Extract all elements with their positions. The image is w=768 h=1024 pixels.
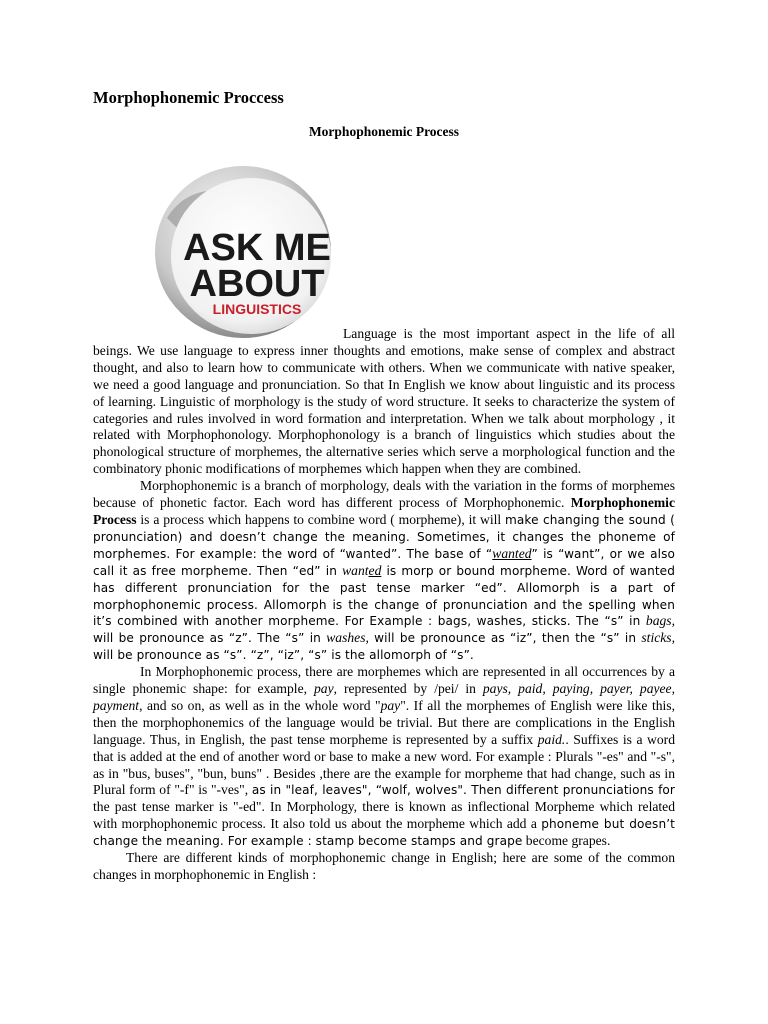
p2-italic-underline-2: ed xyxy=(368,562,382,578)
ask-me-about-linguistics-button-image xyxy=(145,160,335,340)
p3-italic-4: paid. xyxy=(537,731,566,747)
image-wrap-spacer xyxy=(93,326,343,342)
p3-text-4: ". If all the morphemes of English were like this, then the morphophonemics of the language would be trivial. But there are complications in the English language. Thus, in English, the past tense morpheme is represented by a suffix xyxy=(93,697,675,747)
p3-text-2: , represented by /pei/ in xyxy=(333,681,483,697)
p2-mono-2: ” is “want”, or we also call it as free morpheme. Then “ed” in xyxy=(93,546,675,578)
p2-mono-3: is morp or bound morpheme. Word of wanted has different pronunciation for the past tense marker “ed”. Allomorph is a part of morphophonemic process. Allomorph is the change of pronunciation and the spelling when it’s combined with another morpheme. For Example : bags, washes, sticks. The “s” in xyxy=(93,563,675,629)
p3-italic-2: pays, paid, paying, payer, payee, payment xyxy=(93,681,675,713)
p2-italic-3: bags, xyxy=(645,613,675,629)
p3-text-6: the past tense marker is "-ed". In Morphology, there is known as inflectional Morpheme which related with morphophonemic process. It also told us about the morpheme which add a xyxy=(93,799,675,832)
p2-italic-underline-1: wanted xyxy=(492,545,532,561)
p2-italic-5: sticks, xyxy=(641,630,675,646)
p3-text-1: In Morphophonemic process, there are morphemes which are represented in all occurrences by a single phonemic shape: for example, xyxy=(93,664,675,697)
p2-italic-4: washes, xyxy=(326,630,369,646)
p2-text-1: Morphophonemic is a branch of morphology, deals with the variation in the forms of morphemes because of phonetic factor. Each word has different process of Morphophonemic. xyxy=(93,478,675,511)
p1-text: Language is the most important aspect in the life of all beings. We use language to express inner thoughts and emotions, make sense of complex and abstract thought, and also to learn how to communicate with others. When we communicate with native speaker, we need a good language and pronunciation. So that In English we know about linguistic and its process of learning. Linguistic of morphology is the study of word structure. It seeks to characterize the system of categories and rules involved in word formation and interpretation. When we talk about morphology , it related with Morphophonology. Morphophonology is a branch of linguistics which studies about the phonological structure of morphemes, the alternative series which serve a morphological function and the combinatory phonic modifications of morphemes which happen when they are combined. xyxy=(93,326,675,477)
p3-text-3: , and so on, as well as in the whole word " xyxy=(139,697,381,713)
p2-mono-4: will be pronounce as “z”. The “s” in xyxy=(93,631,327,646)
button-text-line1: ASK ME xyxy=(183,227,331,269)
p3-text-5: . Suffixes is a word that is added at the end of another word or base to make a new word. For example : Plurals "-es" and "-s", as in "bus, buses", "bun, buns" . Besides ,there are the example for morpheme that had change, such as in Plural form of "-f" is "-ves", xyxy=(93,731,675,798)
p2-mono-5: will be pronounce as “iz”, then the “s” in xyxy=(368,631,642,646)
p2-text-2: is a process which happens to combine word ( morpheme), it will xyxy=(136,511,506,527)
document-body xyxy=(93,326,675,884)
p3-mono-2: phoneme but doesn’t change the meaning. For example : stamp become stamps and grape xyxy=(93,817,675,849)
p2-mono-1: make changing the sound ( pronunciation) and doesn’t change the meaning. Sometimes, it changes the phoneme of morphemes. For example: the word of “wanted”. The base of “ xyxy=(93,512,675,561)
paragraph-3 xyxy=(93,664,675,850)
document-title: Morphophonemic Proccess xyxy=(93,88,284,107)
paragraph-1 xyxy=(93,326,675,478)
p2-italic-2: want xyxy=(342,562,369,578)
p3-italic-1: pay xyxy=(313,681,334,697)
button-text-line3: LINGUISTICS xyxy=(212,301,302,317)
paragraph-4 xyxy=(93,850,675,884)
p3-italic-3: pay xyxy=(380,697,401,713)
p2-mono-6: will be pronounce as “s”. “z”, “iz”, “s” is the allomorph of “s”. xyxy=(93,648,474,663)
p2-bold-term: Morphophonemic Process xyxy=(93,495,675,527)
p4-text: There are different kinds of morphophonemic change in English; here are some of the common changes in morphophonemic in English : xyxy=(93,850,675,882)
section-subtitle-text: Morphophonemic Process xyxy=(308,124,460,139)
p3-mono-1: as in "leaf, leaves", “wolf, wolves". Then different pronunciations for xyxy=(251,783,675,798)
paragraph-2 xyxy=(93,478,675,664)
p3-text-7: become grapes. xyxy=(522,833,611,849)
button-text-line2: ABOUT xyxy=(189,263,325,305)
section-subtitle xyxy=(0,124,768,140)
